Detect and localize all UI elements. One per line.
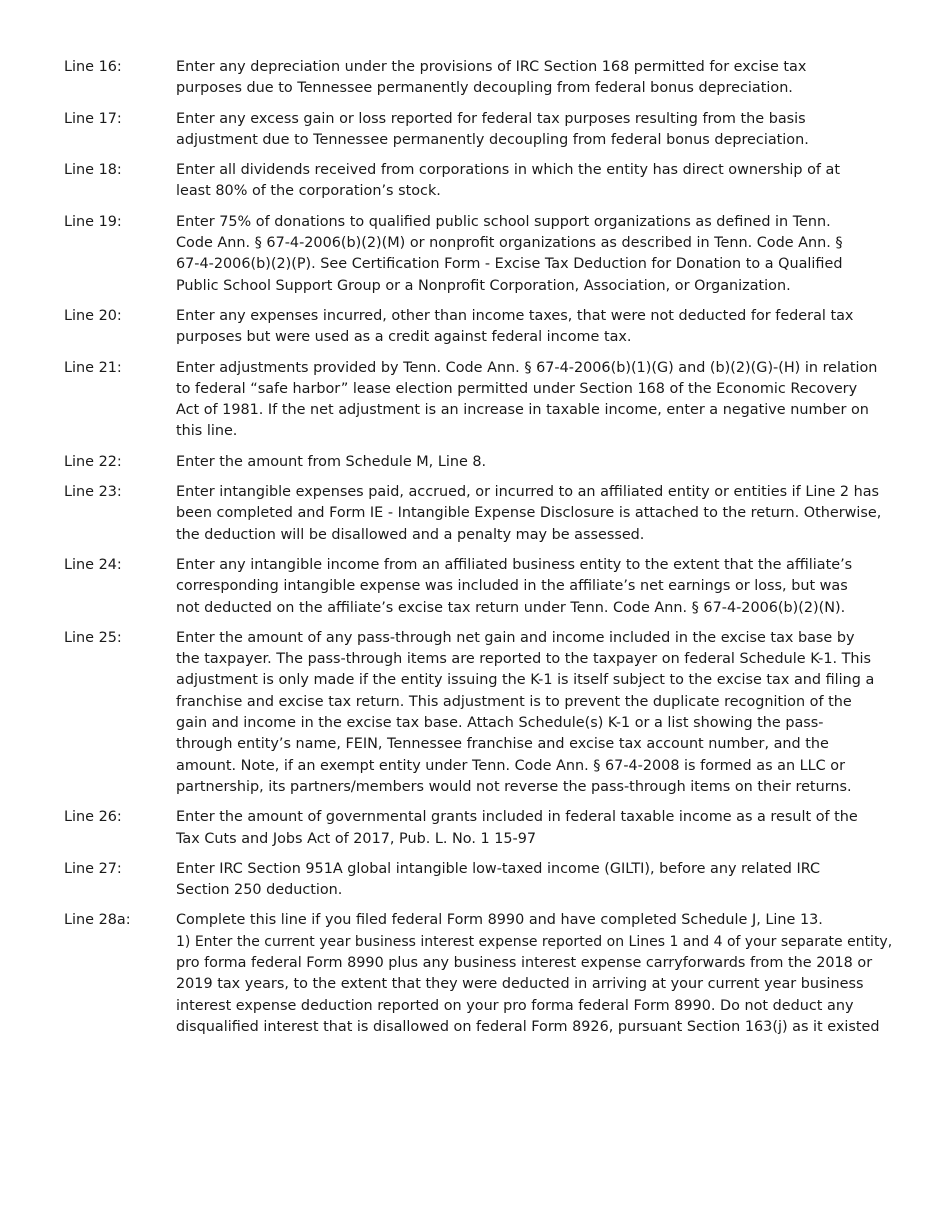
instruction-text [176,358,896,443]
instruction-entry [64,358,914,443]
instruction-entry [64,482,914,546]
instruction-text-line: Enter any depreciation under the provisions of IRC Section 168 permitted for excise tax [176,59,807,75]
instruction-entry [64,452,914,473]
instruction-text [176,109,896,152]
instruction-text-line: Tax Cuts and Jobs Act of 2017, Pub. L. No. 1 15-97 [176,830,537,847]
line-number-label: Line 22: [64,453,122,470]
instruction-text-line: not deducted on the affiliate’s excise tax return under Tenn. Code Ann. § 67-4-2006(b)(2)(N). [176,599,846,616]
instruction-entry [64,57,914,100]
instruction-entry [64,910,914,1038]
line-number-label: Line 18: [64,162,122,179]
instruction-text-line: Complete this line if you filed federal Form 8990 and have completed Schedule J, Line 13. [176,912,823,929]
instruction-text-line: Code Ann. § 67-4-2006(b)(2)(M) or nonprofit organizations as described in Tenn. Code Ann. § [176,235,843,252]
instruction-text-line: Enter any intangible income from an affiliated business entity to the extent that the affiliate’s [176,556,853,573]
instruction-text-line: Enter any expenses incurred, other than income taxes, that were not deducted for federal tax [176,307,854,324]
line-number-label: Line 28a: [64,912,131,929]
instruction-text-line: Section 250 deduction. [176,882,343,899]
instruction-text-line: interest expense deduction reported on your pro forma federal Form 8990. Do not deduct any [176,997,854,1014]
instruction-text [176,57,896,100]
instruction-text-line: been completed and Form IE - Intangible Expense Disclosure is attached to the return. Otherwise, [176,505,882,522]
instruction-text-line: franchise and excise tax return. This adjustment is to prevent the duplicate recognition of the [176,693,852,710]
instruction-text-line: Enter any excess gain or loss reported for federal tax purposes resulting from the basis [176,110,806,127]
instruction-text [176,160,896,203]
line-number-label: Line 24: [64,556,122,573]
instruction-text-line: 2019 tax years, to the extent that they were deducted in arriving at your current year business [176,976,864,993]
instruction-text-line: the taxpayer. The pass-through items are reported to the taxpayer on federal Schedule K-1. This [176,651,872,668]
instruction-entry [64,109,914,152]
instruction-text-line: 67-4-2006(b)(2)(P). See Certification Form - Excise Tax Deduction for Donation to a Qualified [176,256,843,273]
instruction-text-line: Enter the amount from Schedule M, Line 8. [176,453,487,470]
line-number-label: Line 16: [64,59,122,75]
instruction-text-line: adjustment due to Tennessee permanently decoupling from federal bonus depreciation. [176,131,809,148]
instruction-text [176,859,896,902]
instruction-entry [64,160,914,203]
instruction-text-line: purposes but were used as a credit against federal income tax. [176,329,632,346]
instruction-text-line: corresponding intangible expense was included in the affiliate’s net earnings or loss, but was [176,578,848,595]
instruction-text [176,628,896,798]
instruction-text-line: Act of 1981. If the net adjustment is an increase in taxable income, enter a negative number on [176,402,869,419]
instruction-entry [64,628,914,798]
instructions-list [64,57,914,1047]
instruction-text-line: Enter intangible expenses paid, accrued, or incurred to an affiliated entity or entities if Line 2 has [176,484,880,501]
line-number-label: Line 20: [64,307,122,324]
instruction-text-line: purposes due to Tennessee permanently decoupling from federal bonus depreciation. [176,80,793,97]
instruction-text-line: amount. Note, if an exempt entity under Tenn. Code Ann. § 67-4-2008 is formed as an LLC or [176,757,846,774]
instruction-text-line: Enter the amount of governmental grants included in federal taxable income as a result of the [176,809,858,826]
instruction-text-line: this line. [176,423,238,440]
instruction-text [176,452,896,473]
line-number-label: Line 19: [64,213,122,230]
line-number-label: Line 27: [64,860,122,877]
instruction-text-line: gain and income in the excise tax base. Attach Schedule(s) K-1 or a list showing the pass- [176,715,824,732]
instruction-text-line: least 80% of the corporation’s stock. [176,183,441,200]
instruction-entry [64,306,914,349]
instruction-text-line: the deduction will be disallowed and a penalty may be assessed. [176,526,645,543]
instruction-entry [64,212,914,297]
instruction-text-line: Enter IRC Section 951A global intangible low-taxed income (GILTI), before any related IRC [176,860,821,877]
instruction-text [176,807,896,850]
instruction-text [176,306,896,349]
instruction-text [176,910,896,1038]
instruction-entry [64,859,914,902]
instruction-entry [64,555,914,619]
instruction-text-line: pro forma federal Form 8990 plus any business interest expense carryforwards from the 2018 or [176,954,873,971]
line-number-label: Line 26: [64,809,122,826]
instruction-text-line: 1) Enter the current year business interest expense reported on Lines 1 and 4 of your separate entity, [176,933,893,950]
instruction-text-line: Public School Support Group or a Nonprofit Corporation, Association, or Organization. [176,277,791,294]
instruction-text [176,482,896,546]
instruction-text-line: adjustment is only made if the entity issuing the K-1 is itself subject to the excise tax and filing a [176,672,875,689]
instruction-text-line: disqualified interest that is disallowed on federal Form 8926, pursuant Section 163(j) as it existed [176,1018,880,1035]
instruction-text-line: to federal “safe harbor” lease election permitted under Section 168 of the Economic Recovery [176,380,858,397]
line-number-label: Line 21: [64,359,122,376]
instruction-text-line: Enter the amount of any pass-through net gain and income included in the excise tax base by [176,629,855,646]
instruction-text-line: Enter 75% of donations to qualified public school support organizations as defined in Tenn. [176,213,831,230]
instruction-text-line: partnership, its partners/members would not reverse the pass-through items on their returns. [176,778,852,795]
instruction-entry [64,807,914,850]
instruction-text-line: Enter adjustments provided by Tenn. Code Ann. § 67-4-2006(b)(1)(G) and (b)(2)(G)-(H) in relation [176,359,878,376]
line-number-label: Line 25: [64,629,122,646]
instruction-text-line: Enter all dividends received from corporations in which the entity has direct ownership of at [176,162,841,179]
instruction-text-line: through entity’s name, FEIN, Tennessee franchise and excise tax account number, and the [176,736,829,753]
line-number-label: Line 17: [64,110,122,127]
line-number-label: Line 23: [64,484,122,501]
instruction-text [176,212,896,297]
instruction-text [176,555,896,619]
